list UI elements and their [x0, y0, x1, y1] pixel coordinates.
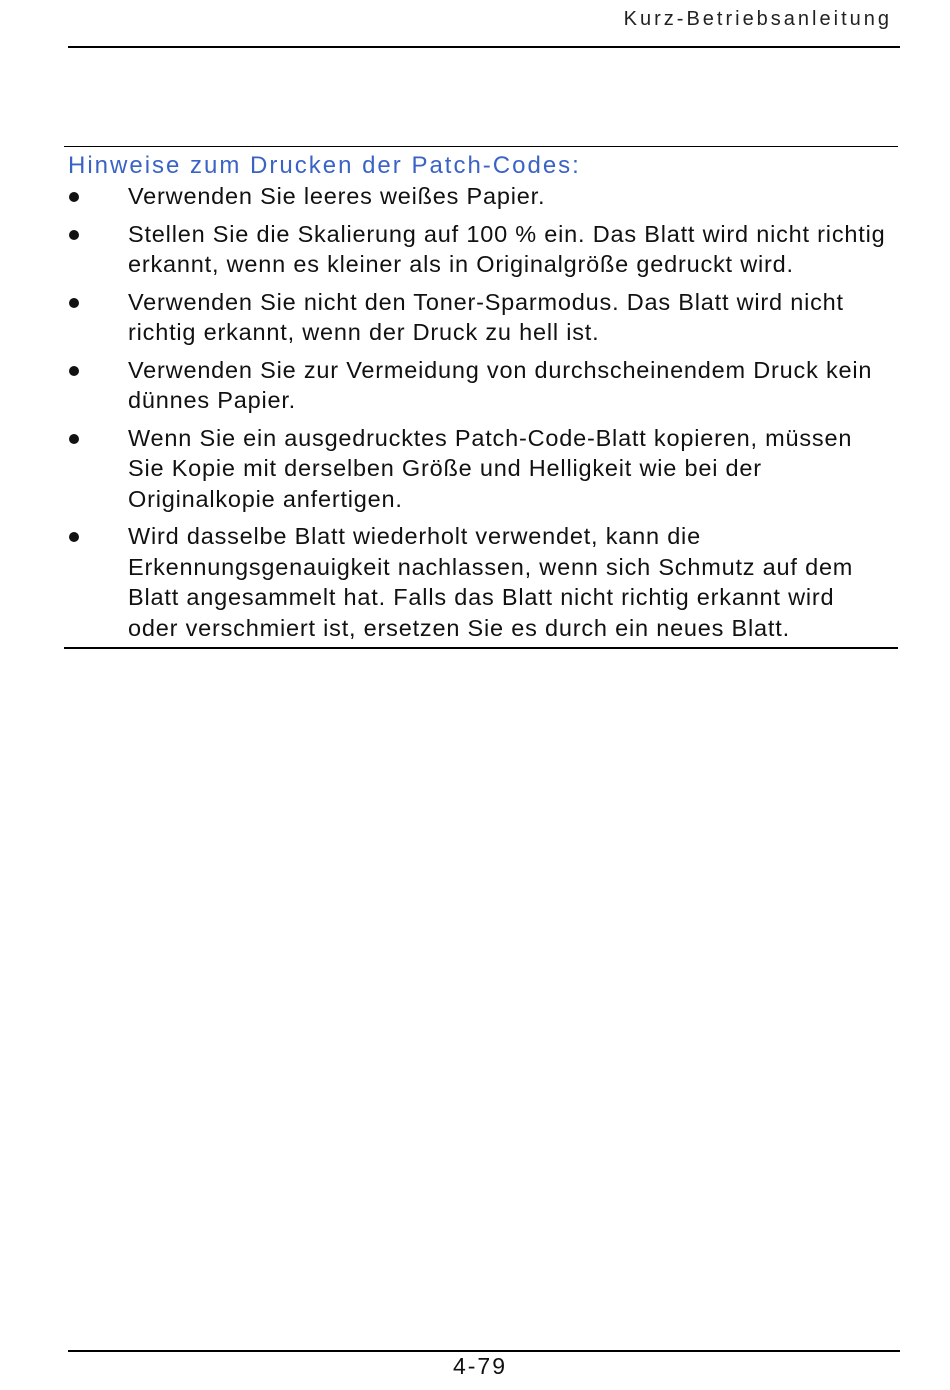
list-item-text: Wenn Sie ein ausgedrucktes Patch-Code-Blatt kopieren, müssen Sie Kopie mit derselben Größe und Helligkeit wie bei der Originalkopie anfertigen.	[128, 424, 853, 512]
patch-code-notes	[64, 146, 898, 649]
list-item	[64, 423, 898, 515]
bullet-icon	[69, 434, 79, 444]
list-item-text: Verwenden Sie nicht den Toner-Sparmodus. Das Blatt wird nicht richtig erkannt, wenn der Druck zu hell ist.	[128, 288, 844, 345]
running-header: Kurz-Betriebsanleitung	[623, 8, 892, 30]
list-item-text: Verwenden Sie leeres weißes Papier.	[128, 183, 546, 209]
list-item	[64, 355, 898, 416]
notes-title: Hinweise zum Drucken der Patch-Codes:	[68, 152, 581, 179]
notes-list	[64, 181, 898, 643]
page-number: 4-79	[452, 1353, 508, 1379]
list-item-text: Stellen Sie die Skalierung auf 100 % ein. Das Blatt wird nicht richtig erkannt, wenn es kleiner als in Originalgröße gedruckt wird.	[128, 220, 886, 277]
list-item	[64, 287, 898, 348]
bullet-icon	[69, 230, 79, 240]
list-item-text: Wird dasselbe Blatt wiederholt verwendet, kann die Erkennungsgenauigkeit nachlassen, wenn sich Schmutz auf dem Blatt angesammelt hat. Falls das Blatt nicht richtig erkannt wird oder verschmiert ist, ersetzen Sie es durch ein neues Blatt.	[128, 523, 854, 641]
list-item	[64, 219, 898, 280]
list-item	[64, 521, 898, 643]
footer-rule	[68, 1350, 900, 1352]
list-item-text: Verwenden Sie zur Vermeidung von durchscheinendem Druck kein dünnes Papier.	[128, 356, 873, 413]
bullet-icon	[69, 192, 79, 202]
header-rule	[68, 46, 900, 48]
bullet-icon	[69, 532, 79, 542]
list-item	[64, 181, 898, 212]
bullet-icon	[69, 366, 79, 376]
bullet-icon	[69, 298, 79, 308]
